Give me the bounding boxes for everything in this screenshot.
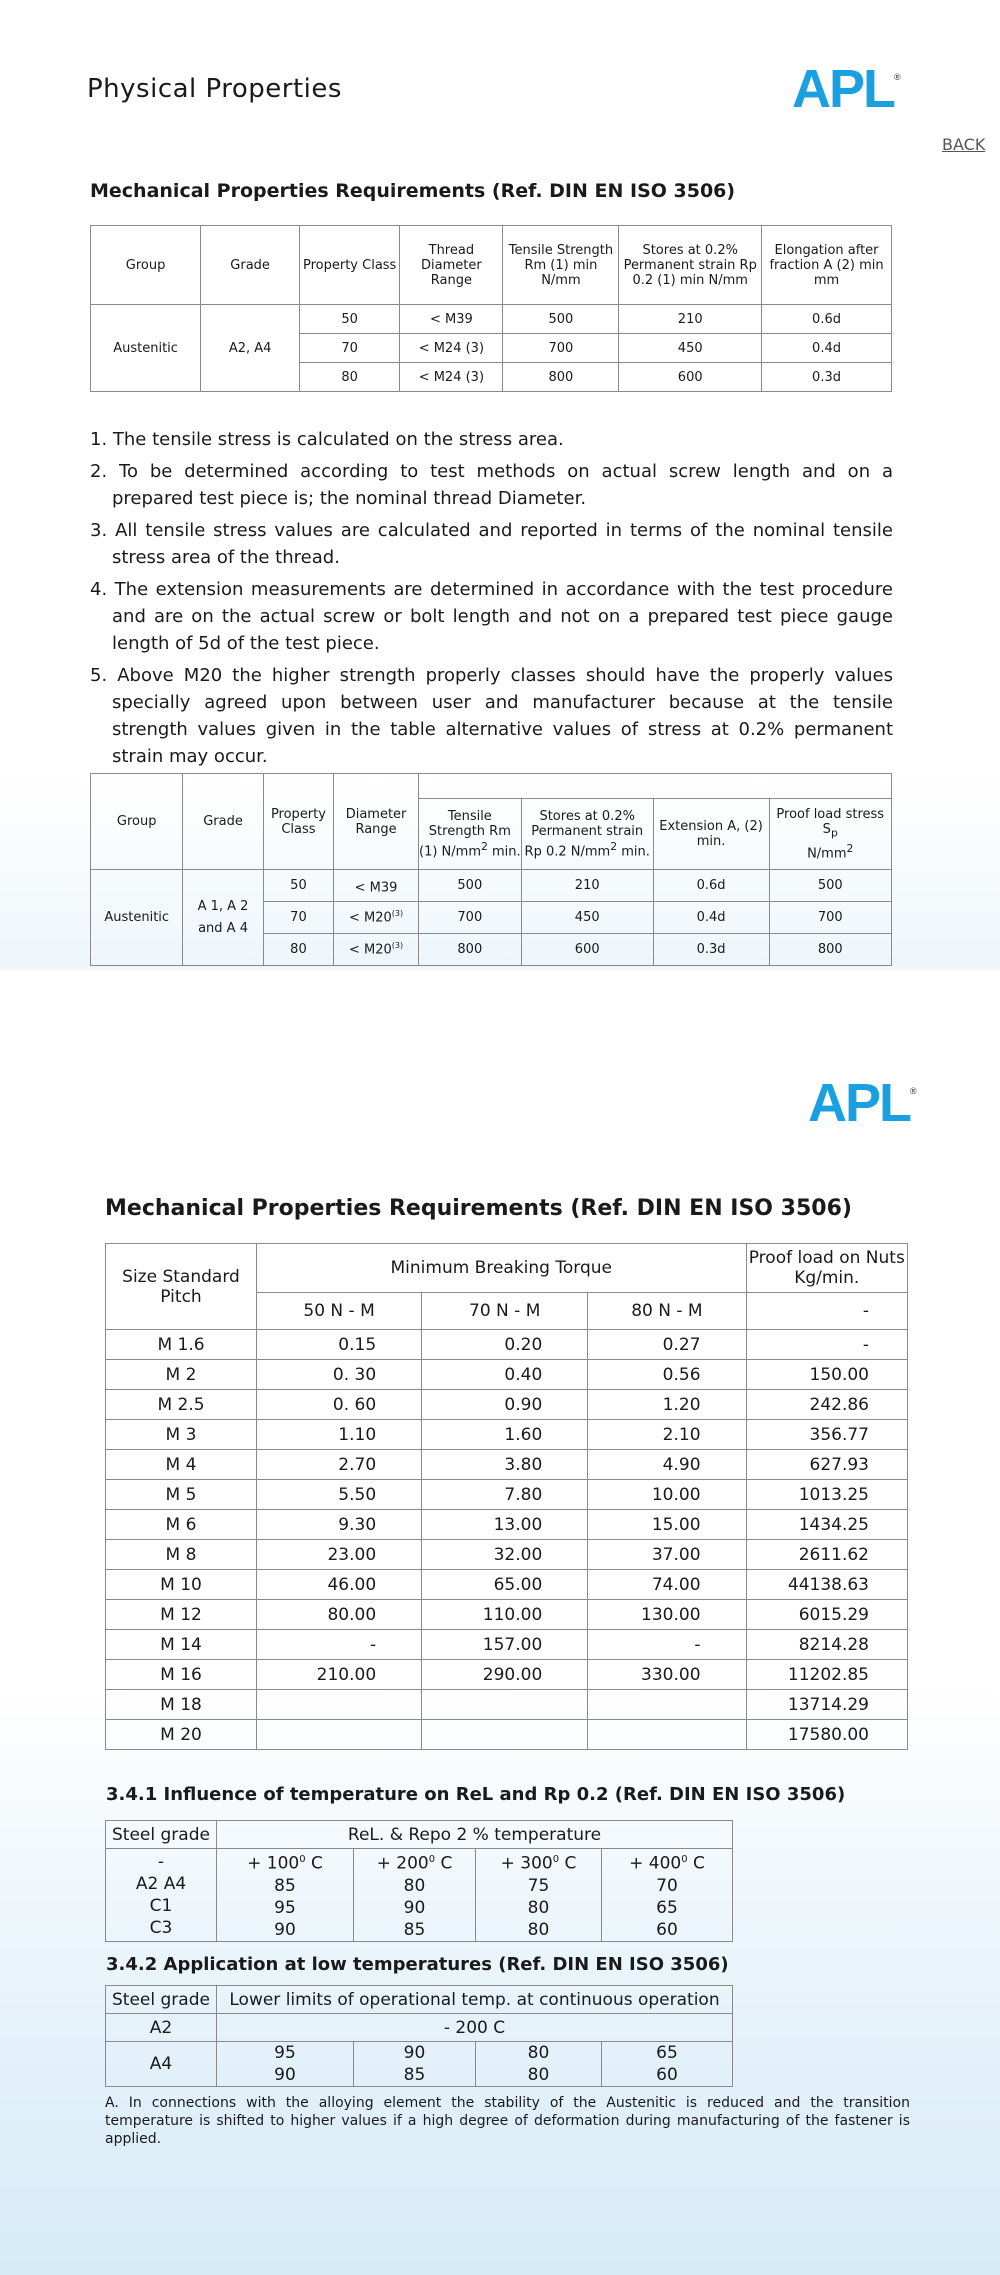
cell-torque: 0.27 <box>588 1330 746 1360</box>
cell-torque: 15.00 <box>588 1510 746 1540</box>
table-blank-row <box>91 774 892 799</box>
cell-proof-load: 356.77 <box>746 1420 907 1450</box>
header-diameter-range: Diameter Range <box>334 774 419 870</box>
low-temperature-title: 3.4.2 Application at low temperatures (Ref. DIN EN ISO 3506) <box>106 1954 729 1975</box>
header-property-class: Property Class <box>300 226 400 305</box>
table-cell: 800 <box>769 934 892 966</box>
cell-grade-a4: A4 <box>106 2042 217 2087</box>
header-extension: Extension A, (2) min. <box>653 799 769 870</box>
value: 60 <box>656 1919 678 1940</box>
note-item: 5. Above M20 the higher strength properly classes should have the properly values specially agreed upon between user and manufacturer because at the tensile strength values given in the table alternative values of stress at 0.2% permanent strain may occur. <box>90 665 893 767</box>
cell-grade: A 1, A 2 and A 4 <box>183 870 263 966</box>
table-cell: 700 <box>503 334 619 363</box>
table-row <box>106 1570 908 1600</box>
table-cell: 600 <box>619 363 762 392</box>
cell-torque: 74.00 <box>588 1570 746 1600</box>
cell-torque: 130.00 <box>588 1600 746 1630</box>
cell-text: < M39 <box>354 880 398 896</box>
cell-size: M 3 <box>106 1420 257 1450</box>
table-cell: 700 <box>769 902 892 934</box>
table-cell: 0.6d <box>653 870 769 902</box>
temp-unit: C <box>687 1853 705 1874</box>
value: 60 <box>656 2065 678 2085</box>
header-steel-grade: Steel grade <box>106 1986 217 2014</box>
table-row <box>106 1420 908 1450</box>
registered-mark: ® <box>894 72 901 82</box>
apl-logo <box>808 1072 917 1134</box>
table-row <box>91 305 892 334</box>
temp-unit: C <box>559 1853 577 1874</box>
value: 90 <box>403 1897 426 1918</box>
table-cell: < M24 (3) <box>400 334 503 363</box>
value: 65 <box>656 2043 678 2063</box>
notes-list <box>90 426 893 775</box>
table-blank-cell <box>418 774 891 799</box>
header-temperature: ReL. & Repo 2 % temperature <box>217 1821 733 1849</box>
grade-label: A2 A4 <box>135 1873 187 1894</box>
cell-torque: 0.15 <box>256 1330 421 1360</box>
cell-torque: 5.50 <box>256 1480 421 1510</box>
cell-size: M 6 <box>106 1510 257 1540</box>
cell-torque <box>422 1720 588 1750</box>
header-text: N/mm <box>807 845 847 861</box>
logo-text: APL <box>808 1073 910 1133</box>
cell-size: M 16 <box>106 1660 257 1690</box>
cell-proof-load: 2611.62 <box>746 1540 907 1570</box>
cell-proof-load: 8214.28 <box>746 1630 907 1660</box>
temp-label <box>217 1849 353 1875</box>
subheader-80: 80 N - M <box>588 1293 746 1330</box>
temp-unit: C <box>305 1853 323 1874</box>
header-group: Group <box>91 226 201 305</box>
table-cell: 500 <box>769 870 892 902</box>
cell-temp-100 <box>217 1849 354 1942</box>
table-row <box>106 1330 908 1360</box>
table-cell: 450 <box>521 902 653 934</box>
table-cell: 50 <box>300 305 400 334</box>
table-cell: 0.3d <box>762 363 892 392</box>
table-row <box>106 1600 908 1630</box>
degree-mark: 0 <box>428 1854 436 1865</box>
superscript: 2 <box>610 839 618 853</box>
cell-proof-load: 1013.25 <box>746 1480 907 1510</box>
cell-torque: 80.00 <box>256 1600 421 1630</box>
degree-mark: 0 <box>552 1854 560 1865</box>
cell-temp-400 <box>602 1849 733 1942</box>
table-row <box>106 1660 908 1690</box>
cell-torque <box>588 1690 746 1720</box>
value: 90 <box>403 2043 426 2063</box>
subscript: p <box>830 826 838 840</box>
cell-size: M 8 <box>106 1540 257 1570</box>
subheader-proof: - <box>746 1293 907 1330</box>
table-row <box>106 1450 908 1480</box>
value: 90 <box>274 1919 296 1940</box>
temperature-influence-title: 3.4.1 Influence of temperature on ReL and Rp 0.2 (Ref. DIN EN ISO 3506) <box>106 1784 846 1805</box>
cell-torque: 290.00 <box>422 1660 588 1690</box>
cell-torque: 210.00 <box>256 1660 421 1690</box>
low-temperature-table <box>105 1985 733 2087</box>
cell-group: Austenitic <box>91 870 183 966</box>
footnote: A. In connections with the alloying element the stability of the Austenitic is reduced and the transition temperature is shifted to higher values if a high degree of deformation during manufacturing of the fastener is applied. <box>105 2095 910 2147</box>
header-size: Size Standard Pitch <box>106 1244 257 1330</box>
header-proof-load: Proof load on Nuts Kg/min. <box>746 1244 907 1293</box>
cell-size: M 2.5 <box>106 1390 257 1420</box>
header-grade: Grade <box>201 226 300 305</box>
cell-proof-load: 44138.63 <box>746 1570 907 1600</box>
value: 85 <box>403 1919 426 1940</box>
value: 95 <box>274 2043 296 2063</box>
cell-proof-load: 150.00 <box>746 1360 907 1390</box>
table-row <box>106 1540 908 1570</box>
cell-proof-load: 242.86 <box>746 1390 907 1420</box>
table-cell <box>476 2042 602 2087</box>
cell-proof-load: 17580.00 <box>746 1720 907 1750</box>
header-grade: Grade <box>183 774 263 870</box>
temp-value: + 400 <box>629 1853 682 1874</box>
cell-grades <box>106 1849 217 1942</box>
value: 70 <box>656 1875 678 1896</box>
cell-torque: - <box>256 1630 421 1660</box>
table-cell <box>217 2042 354 2087</box>
breaking-torque-title: Mechanical Properties Requirements (Ref. DIN EN ISO 3506) <box>105 1196 852 1221</box>
table-cell: 0.4d <box>653 902 769 934</box>
cell-torque: 0.20 <box>422 1330 588 1360</box>
header-stores <box>521 799 653 870</box>
table-cell: 210 <box>619 305 762 334</box>
header-elongation: Elongation after fraction A (2) min mm <box>762 226 892 305</box>
value: 85 <box>403 2065 426 2085</box>
table-row <box>106 2042 733 2087</box>
cell-proof-load: 6015.29 <box>746 1600 907 1630</box>
cell-torque: 7.80 <box>422 1480 588 1510</box>
cell-group: Austenitic <box>91 305 201 392</box>
table-cell: 800 <box>418 934 521 966</box>
table-row <box>106 1720 908 1750</box>
value: 75 <box>527 1875 550 1896</box>
table-cell: 500 <box>503 305 619 334</box>
cell-torque <box>422 1690 588 1720</box>
cell-torque: 0.40 <box>422 1360 588 1390</box>
cell-proof-load: - <box>746 1330 907 1360</box>
header-text: Tensile Strength Rm (1) N/mm <box>419 808 511 860</box>
table-row <box>106 1480 908 1510</box>
cell-torque: 9.30 <box>256 1510 421 1540</box>
cell-size: M 5 <box>106 1480 257 1510</box>
table-header-row <box>106 1244 908 1293</box>
cell-torque: 0. 60 <box>256 1390 421 1420</box>
cell-text: < M20 <box>348 942 392 958</box>
cell-torque: 65.00 <box>422 1570 588 1600</box>
value: 80 <box>403 1875 426 1896</box>
subheader-50: 50 N - M <box>256 1293 421 1330</box>
cell-proof-load: 1434.25 <box>746 1510 907 1540</box>
header-property-class: Property Class <box>263 774 334 870</box>
grade-label: C1 <box>149 1895 173 1916</box>
breaking-torque-table <box>105 1243 908 1750</box>
cell-torque: 1.20 <box>588 1390 746 1420</box>
subheader-70: 70 N - M <box>422 1293 588 1330</box>
cell-torque: 0.56 <box>588 1360 746 1390</box>
table-cell: < M24 (3) <box>400 363 503 392</box>
header-stores: Stores at 0.2% Permanent strain Rp 0.2 (1) min N/mm <box>619 226 762 305</box>
table-row <box>106 1849 733 1942</box>
value: 65 <box>656 1897 678 1918</box>
cell-torque: - <box>588 1630 746 1660</box>
header-lower-limits: Lower limits of operational temp. at continuous operation <box>217 1986 733 2014</box>
table-cell <box>354 2042 476 2087</box>
cell-torque: 37.00 <box>588 1540 746 1570</box>
header-tensile-strength: Tensile Strength Rm (1) min N/mm <box>503 226 619 305</box>
cell-size: M 2 <box>106 1360 257 1390</box>
cell-torque: 46.00 <box>256 1570 421 1600</box>
degree-mark: 0 <box>681 1854 688 1865</box>
cell-proof-load: 11202.85 <box>746 1660 907 1690</box>
cell-grade-a2: A2 <box>106 2014 217 2042</box>
cell-torque: 4.90 <box>588 1450 746 1480</box>
grade-label: C3 <box>149 1917 173 1938</box>
temp-label <box>476 1849 601 1875</box>
mechanical-properties-table <box>90 225 892 392</box>
cell-torque: 0. 30 <box>256 1360 421 1390</box>
table-cell <box>334 870 419 902</box>
note-item: 3. All tensile stress values are calculated and reported in terms of the nominal tensile stress area of the thread. <box>90 520 893 568</box>
table-cell: 210 <box>521 870 653 902</box>
header-breaking-torque: Minimum Breaking Torque <box>256 1244 746 1293</box>
header-text: min. <box>617 844 650 860</box>
header-thread-range: Thread Diameter Range <box>400 226 503 305</box>
breaking-torque-body <box>106 1330 908 1750</box>
mechanical-properties-title: Mechanical Properties Requirements (Ref. DIN EN ISO 3506) <box>90 180 736 202</box>
cell-size: M 1.6 <box>106 1330 257 1360</box>
value: 95 <box>274 1897 296 1918</box>
cell-proof-load: 627.93 <box>746 1450 907 1480</box>
table-row <box>106 1360 908 1390</box>
table-header-row <box>106 1986 733 2014</box>
logo-text: APL <box>792 59 894 119</box>
cell-temp-300 <box>476 1849 602 1942</box>
table-cell: 70 <box>300 334 400 363</box>
note-item: 2. To be determined according to test methods on actual screw length and on a prepared test piece is; the nominal thread Diameter. <box>90 461 893 509</box>
value: 80 <box>527 2065 550 2085</box>
table-cell: 50 <box>263 870 334 902</box>
temperature-influence-table <box>105 1820 733 1942</box>
temp-value: + 100 <box>247 1853 300 1874</box>
table-cell: 600 <box>521 934 653 966</box>
temp-label <box>602 1849 732 1875</box>
table-cell: 500 <box>418 870 521 902</box>
table-cell: 0.4d <box>762 334 892 363</box>
cell-text: < M20 <box>348 910 392 926</box>
value: 80 <box>527 1897 550 1918</box>
table-cell: 80 <box>263 934 334 966</box>
temp-unit: C <box>435 1853 453 1874</box>
cell-torque <box>256 1690 421 1720</box>
cell-size: M 20 <box>106 1720 257 1750</box>
table-cell: 70 <box>263 902 334 934</box>
table-row <box>106 1630 908 1660</box>
superscript: (3) <box>391 909 404 919</box>
table-cell: 450 <box>619 334 762 363</box>
table-cell: 0.3d <box>653 934 769 966</box>
cell-torque <box>588 1720 746 1750</box>
header-proof-load-stress <box>769 799 892 870</box>
table-row <box>106 1510 908 1540</box>
cell-size: M 4 <box>106 1450 257 1480</box>
table-row <box>106 1390 908 1420</box>
cell-torque: 1.60 <box>422 1420 588 1450</box>
cell-grade: A2, A4 <box>201 305 300 392</box>
cell-size: M 12 <box>106 1600 257 1630</box>
note-item: 4. The extension measurements are determined in accordance with the test procedure and are on the actual screw or bolt length and not on a prepared test piece gauge length of 5d of the test piece. <box>90 579 893 654</box>
apl-logo <box>792 58 901 120</box>
cell-torque: 2.10 <box>588 1420 746 1450</box>
note-item: 1. The tensile stress is calculated on the stress area. <box>90 429 564 450</box>
cell-temp-200 <box>354 1849 476 1942</box>
cell-torque: 1.10 <box>256 1420 421 1450</box>
table-cell <box>602 2042 733 2087</box>
header-text: Proof load stress S <box>776 807 885 838</box>
header-steel-grade: Steel grade <box>106 1821 217 1849</box>
cell-torque: 3.80 <box>422 1450 588 1480</box>
table-cell: 0.6d <box>762 305 892 334</box>
cell-size: M 18 <box>106 1690 257 1720</box>
superscript: 2 <box>480 839 488 853</box>
grade-label: - <box>157 1851 165 1872</box>
table-row <box>91 870 892 902</box>
header-tensile-strength <box>418 799 521 870</box>
cell-size: M 10 <box>106 1570 257 1600</box>
cell-torque: 110.00 <box>422 1600 588 1630</box>
cell-torque: 13.00 <box>422 1510 588 1540</box>
cell-proof-load: 13714.29 <box>746 1690 907 1720</box>
header-group: Group <box>91 774 183 870</box>
table-header-row <box>91 226 892 305</box>
table-row <box>106 1690 908 1720</box>
value: 80 <box>527 1919 550 1940</box>
table-row <box>106 2014 733 2042</box>
cell-torque: 10.00 <box>588 1480 746 1510</box>
cell-torque: 23.00 <box>256 1540 421 1570</box>
cell-torque: 2.70 <box>256 1450 421 1480</box>
value: 90 <box>274 2065 296 2085</box>
proof-load-stress-table <box>90 773 892 966</box>
registered-mark: ® <box>910 1086 917 1096</box>
degree-mark: 0 <box>299 1854 306 1865</box>
table-cell: 700 <box>418 902 521 934</box>
cell-torque: 330.00 <box>588 1660 746 1690</box>
temp-value: + 300 <box>500 1853 553 1874</box>
table-cell: 80 <box>300 363 400 392</box>
cell-torque <box>256 1720 421 1750</box>
cell-torque: 32.00 <box>422 1540 588 1570</box>
cell-size: M 14 <box>106 1630 257 1660</box>
table-cell <box>334 934 419 966</box>
cell-torque: 0.90 <box>422 1390 588 1420</box>
value: 85 <box>274 1875 296 1896</box>
value: 80 <box>527 2043 550 2063</box>
temp-label <box>354 1849 475 1875</box>
cell-a2-value: - 200 C <box>217 2014 733 2042</box>
table-cell <box>334 902 419 934</box>
table-cell: 800 <box>503 363 619 392</box>
cell-torque: 157.00 <box>422 1630 588 1660</box>
superscript: (3) <box>391 941 404 951</box>
page-title: Physical Properties <box>87 74 342 104</box>
superscript: 2 <box>846 841 854 855</box>
back-link[interactable]: BACK <box>942 135 986 154</box>
table-header-row <box>106 1821 733 1849</box>
temp-value: + 200 <box>376 1853 429 1874</box>
table-cell: < M39 <box>400 305 503 334</box>
header-text: Stores at 0.2% Permanent strain Rp 0.2 N/mm <box>524 808 644 860</box>
header-text: min. <box>487 844 521 860</box>
